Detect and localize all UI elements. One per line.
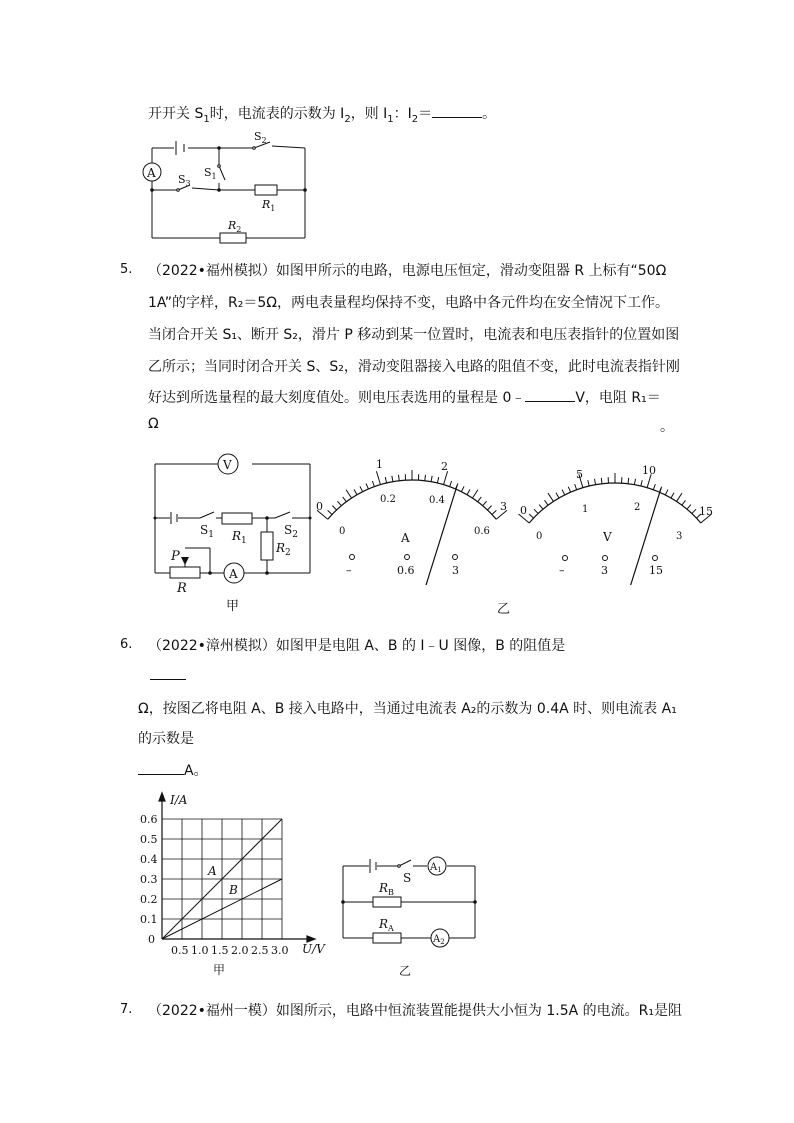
dial-tick (483, 501, 487, 506)
y-tick-label: 0.3 (140, 873, 158, 886)
answer-blank[interactable] (525, 388, 575, 402)
dial-tick (437, 477, 438, 483)
ammeter-dial (312, 450, 512, 585)
r1-label: $R_1$ (262, 198, 276, 213)
terminal-label: 15 (649, 564, 663, 577)
dial-tick (682, 500, 686, 505)
dial-unit: A (401, 531, 410, 545)
dial-arc (328, 480, 497, 519)
dial-tick (360, 486, 363, 491)
q5-text-part: 好达到所选量程的最大刻度值处。则电压表选用的量程是 0﹣ (148, 390, 526, 406)
q6-circuit-diagram (335, 850, 485, 980)
question-number: 6. (120, 637, 133, 652)
dial-tick (687, 505, 691, 510)
q4-sub: 1 (387, 113, 394, 125)
q4-text-part: 。 (482, 106, 497, 122)
a2-label: $A_2$ (433, 934, 445, 946)
ammeter-label: A (147, 166, 156, 180)
q4-circuit-diagram (130, 128, 320, 246)
q4-text-line (148, 103, 496, 125)
dial-tick (467, 490, 470, 495)
x-tick-label: 3.0 (271, 944, 289, 957)
q4-text-part: ，则 I (350, 106, 388, 122)
dial-tick (548, 493, 553, 501)
dial-tick (692, 509, 696, 513)
dial-tick (399, 475, 400, 481)
dial-tick (601, 478, 602, 484)
r2-label: $R_2$ (276, 541, 291, 558)
dial-tick (556, 493, 559, 498)
dial-tick (450, 481, 452, 487)
dial-outer-label: 0 (316, 500, 323, 513)
r1-label: $R_1$ (232, 529, 247, 546)
q4-sub: 2 (344, 113, 351, 125)
answer-blank[interactable] (138, 761, 184, 775)
question-number: 7. (120, 1002, 133, 1017)
x-tick-label: 2.0 (231, 944, 249, 957)
a1-label: $A_1$ (430, 862, 442, 874)
dial-tick (328, 510, 332, 514)
dial-tick (492, 510, 496, 514)
dial-tick (461, 486, 464, 491)
q6-line-2: Ω，按图乙将电阻 A、B 接入电路中，当通过电流表 A₂的示数为 0.4A 时、则电流表 A₁ (138, 701, 677, 717)
q4-text-part: 开开关 S (148, 106, 204, 122)
q4-text-part: ：I (393, 106, 412, 122)
terminal-label: 3 (601, 564, 608, 577)
dial-tick (671, 493, 674, 498)
dial-tick (392, 476, 393, 482)
q5-line-5 (148, 387, 661, 407)
dial-outer-label: 2 (441, 460, 448, 473)
x-axis-label: U/V (302, 942, 325, 956)
q4-sub: 1 (203, 113, 210, 125)
dial-tick (562, 490, 565, 495)
q6-line-4 (138, 760, 208, 780)
q7-line-1: （2022•福州一模）如图所示，电路中恒流装置能提供大小恒为 1.5A 的电流。R₁是阻 (148, 1003, 682, 1019)
dial-tick (665, 490, 668, 495)
q5-line-4: 乙所示；当同时闭合开关 S、S₂，滑动变阻器接入电路的阻值不变，此时电流表指针刚 (148, 359, 680, 375)
terminal-label: – (559, 564, 565, 577)
answer-blank[interactable] (150, 665, 186, 680)
dial-inner-label: 1 (582, 504, 589, 515)
rheostat-label: R (177, 581, 187, 596)
y-tick-label: 0 (148, 933, 155, 946)
dial-tick (444, 471, 448, 484)
dial-tick (539, 505, 543, 510)
voltmeter-dial (510, 450, 720, 585)
r2-label: $R_2$ (228, 219, 242, 234)
dial-inner-label: 0 (339, 526, 346, 537)
dial-tick (588, 480, 589, 486)
dial-tick (425, 475, 426, 481)
dial-tick (545, 500, 549, 505)
dial-tick (366, 483, 368, 489)
ra-label: $R_A$ (379, 917, 394, 933)
y-tick-label: 0.5 (140, 833, 158, 846)
q4-text-part: 时，电流表的示数为 I (209, 106, 345, 122)
series-label-b: B (229, 883, 238, 897)
s1-label: $S_1$ (204, 166, 217, 181)
q4-sub: 2 (411, 113, 419, 125)
figure-caption: 甲 (226, 599, 240, 614)
dial-tick (534, 509, 538, 513)
x-tick-label: 1.0 (191, 944, 209, 957)
dial-tick (628, 478, 629, 484)
q5-line-6-end: 。 (660, 419, 674, 435)
q4-text-part: ＝ (418, 106, 433, 122)
figure-caption: 甲 (213, 963, 226, 977)
dial-unit: V (603, 530, 612, 544)
y-tick-label: 0.2 (140, 893, 158, 906)
dial-tick (478, 497, 482, 502)
dial-outer-label: 15 (699, 505, 713, 518)
dial-tick (431, 476, 432, 482)
dial-tick (472, 490, 477, 498)
q6-line-1: （2022•漳州模拟）如图甲是电阻 A、B 的 I﹣U 图像，B 的阻值是 (148, 638, 566, 654)
dial-tick (376, 471, 380, 484)
q5-line-3: 当闭合开关 S₁、断开 S₂，滑片 P 移动到某一位置时，电流表和电压表指针的位置如图 (148, 327, 680, 343)
s2-label: $S_2$ (284, 523, 298, 540)
dial-inner-label: 3 (676, 531, 683, 542)
q6-line-3: 的示数是 (138, 731, 194, 747)
question-number: 5. (120, 262, 133, 277)
dial-tick (653, 484, 655, 490)
y-axis-label: I/A (170, 793, 188, 807)
dial-tick (354, 490, 357, 495)
dial-tick (487, 506, 491, 510)
dial-inner-label: 0.6 (474, 526, 490, 537)
y-tick-label: 0.1 (140, 913, 158, 926)
s3-label: $S_3$ (178, 173, 191, 188)
dial-inner-label: 2 (634, 502, 641, 513)
s1-label: $S_1$ (200, 523, 214, 540)
dial-tick (677, 493, 682, 501)
ammeter-dial-ticks (317, 470, 507, 519)
figure-caption: 乙 (399, 964, 412, 978)
series-label-a: A (208, 864, 217, 878)
voltmeter-dial-ticks (518, 473, 711, 523)
dial-tick (343, 497, 347, 502)
dial-tick (575, 484, 577, 490)
terminal-label: – (346, 564, 352, 577)
answer-blank[interactable] (432, 104, 482, 118)
q5-line-2: 1A”的字样，R₂＝5Ω，两电表量程均保持不变，电路中各元件均在安全情况下工作。 (148, 295, 669, 311)
y-tick-label: 0.4 (140, 853, 158, 866)
voltmeter-label: V (223, 458, 232, 472)
ammeter-label: A (229, 567, 238, 581)
y-tick-label: 0.6 (140, 813, 158, 826)
terminal-label: 0.6 (397, 564, 415, 577)
dial-inner-label: 0 (536, 531, 543, 542)
dial-arc (529, 483, 701, 523)
x-tick-label: 2.5 (251, 944, 269, 957)
dial-outer-label: 1 (376, 458, 383, 471)
dial-tick (568, 487, 570, 493)
rb-label: $R_B$ (379, 881, 394, 897)
q5-text-part: V，电阻 R₁＝ (575, 390, 661, 406)
dial-outer-label: 3 (500, 500, 507, 513)
dial-outer-label: 10 (642, 464, 656, 477)
q5-line-1: （2022•福州模拟）如图甲所示的电路，电源电压恒定，滑动变阻器 R 上标有“50Ω (148, 263, 667, 279)
dial-tick (595, 479, 596, 485)
x-tick-label: 1.5 (211, 944, 229, 957)
dial-inner-label: 0.2 (380, 494, 396, 505)
terminal-label: 3 (452, 564, 459, 577)
dial-tick (529, 514, 533, 518)
x-tick-label: 0.5 (171, 944, 189, 957)
slider-p-label: P (171, 549, 180, 564)
dial-tick (372, 481, 374, 487)
q5-line-6-start: Ω (148, 416, 159, 432)
dial-inner-label: 0.4 (429, 495, 445, 506)
q6-text-part: A。 (184, 763, 208, 779)
dial-tick (641, 480, 642, 486)
dial-outer-label: 5 (576, 468, 583, 481)
s2-label: $S_2$ (254, 130, 267, 145)
q5-circuit-diagram (140, 450, 330, 615)
dial-tick (332, 506, 336, 510)
dial-outer-label: 0 (520, 504, 527, 517)
dial-tick (634, 479, 635, 485)
dial-tick (337, 501, 341, 506)
dial-tick (346, 490, 351, 498)
dial-tick (385, 477, 386, 483)
y-axis-arrow-icon (159, 793, 165, 801)
figure-caption: 乙 (497, 602, 511, 617)
switch-s-label: S (403, 871, 412, 885)
iu-graph (140, 790, 340, 985)
